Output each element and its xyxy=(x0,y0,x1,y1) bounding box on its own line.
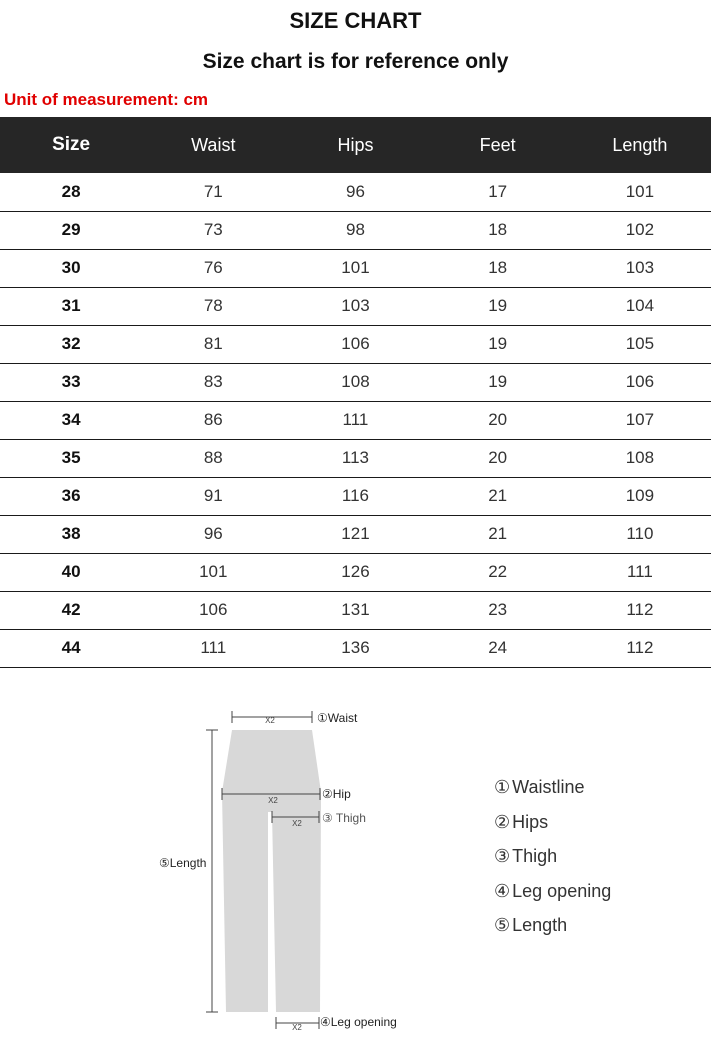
table-row xyxy=(0,591,711,629)
table-cell-hips: 101 xyxy=(284,249,426,287)
waist-diagram-label: ①Waist xyxy=(317,711,358,725)
table-cell-size: 35 xyxy=(0,439,142,477)
table-cell-waist: 91 xyxy=(142,477,284,515)
table-cell-length: 112 xyxy=(569,629,711,667)
table-cell-feet: 23 xyxy=(427,591,569,629)
hip-diagram-label: ②Hip xyxy=(322,787,351,801)
legend-label: Length xyxy=(512,915,568,935)
leg-opening-diagram-label: ④Leg opening xyxy=(320,1015,397,1029)
legend-number: ① xyxy=(494,777,511,797)
column-header-feet: Feet xyxy=(427,117,569,173)
table-cell-size: 34 xyxy=(0,401,142,439)
legend-number: ② xyxy=(494,811,511,832)
table-cell-size: 29 xyxy=(0,211,142,249)
table-row xyxy=(0,325,711,363)
legend-label: Hips xyxy=(512,811,549,832)
table-cell-size: 40 xyxy=(0,553,142,591)
unit-note: Unit of measurement: cm xyxy=(4,90,209,109)
table-cell-feet: 17 xyxy=(427,173,569,211)
hip-x2-label: X2 xyxy=(268,796,278,805)
table-cell-waist: 96 xyxy=(142,515,284,553)
table-cell-size: 30 xyxy=(0,249,142,287)
pants-silhouette xyxy=(222,730,321,1012)
table-row xyxy=(0,249,711,287)
legend-number: ③ xyxy=(494,846,511,866)
length-measure-line xyxy=(206,730,218,1012)
table-cell-hips: 96 xyxy=(284,173,426,211)
table-row xyxy=(0,211,711,249)
table-cell-feet: 22 xyxy=(427,553,569,591)
table-cell-length: 107 xyxy=(569,401,711,439)
table-cell-feet: 20 xyxy=(427,401,569,439)
table-cell-size: 44 xyxy=(0,629,142,667)
page-title: SIZE CHART xyxy=(289,8,422,33)
table-cell-feet: 19 xyxy=(427,363,569,401)
table-cell-length: 110 xyxy=(569,515,711,553)
table-row xyxy=(0,173,711,211)
thigh-diagram-label: ③ Thigh xyxy=(322,811,366,825)
table-row xyxy=(0,553,711,591)
table-cell-length: 102 xyxy=(569,211,711,249)
table-cell-waist: 76 xyxy=(142,249,284,287)
legend-item xyxy=(494,874,694,909)
table-cell-feet: 18 xyxy=(427,211,569,249)
table-cell-length: 109 xyxy=(569,477,711,515)
column-header-size: Size xyxy=(0,117,142,173)
table-cell-hips: 113 xyxy=(284,439,426,477)
table-cell-feet: 19 xyxy=(427,325,569,363)
column-header-hips: Hips xyxy=(284,117,426,173)
measurement-legend xyxy=(494,770,694,943)
column-header-waist: Waist xyxy=(142,117,284,173)
table-cell-waist: 106 xyxy=(142,591,284,629)
table-cell-hips: 106 xyxy=(284,325,426,363)
length-diagram-label: ⑤Length xyxy=(159,856,207,870)
table-cell-waist: 73 xyxy=(142,211,284,249)
table-cell-length: 103 xyxy=(569,249,711,287)
legend-number: ④ xyxy=(494,880,511,901)
table-row xyxy=(0,439,711,477)
table-cell-size: 31 xyxy=(0,287,142,325)
table-cell-size: 38 xyxy=(0,515,142,553)
legend-label: Thigh xyxy=(512,846,558,866)
table-row xyxy=(0,629,711,667)
table-cell-waist: 71 xyxy=(142,173,284,211)
table-cell-hips: 98 xyxy=(284,211,426,249)
table-cell-waist: 83 xyxy=(142,363,284,401)
table-cell-feet: 19 xyxy=(427,287,569,325)
table-cell-hips: 108 xyxy=(284,363,426,401)
table-row xyxy=(0,287,711,325)
table-row xyxy=(0,401,711,439)
table-row xyxy=(0,515,711,553)
thigh-x2-label: X2 xyxy=(292,819,302,828)
table-cell-hips: 126 xyxy=(284,553,426,591)
table-cell-hips: 116 xyxy=(284,477,426,515)
table-cell-length: 106 xyxy=(569,363,711,401)
table-cell-hips: 131 xyxy=(284,591,426,629)
table-cell-feet: 18 xyxy=(427,249,569,287)
page-subtitle: Size chart is for reference only xyxy=(202,50,509,73)
table-cell-waist: 88 xyxy=(142,439,284,477)
legend-label: Leg opening xyxy=(512,880,612,901)
table-cell-waist: 111 xyxy=(142,629,284,667)
table-cell-hips: 136 xyxy=(284,629,426,667)
legend-item xyxy=(494,908,694,943)
table-cell-hips: 103 xyxy=(284,287,426,325)
table-cell-length: 101 xyxy=(569,173,711,211)
table-header-row xyxy=(0,117,711,173)
table-row xyxy=(0,477,711,515)
table-cell-hips: 111 xyxy=(284,401,426,439)
column-header-length: Length xyxy=(569,117,711,173)
table-cell-feet: 21 xyxy=(427,477,569,515)
legend-label: Waistline xyxy=(512,777,585,797)
table-cell-waist: 78 xyxy=(142,287,284,325)
legend-item xyxy=(494,805,694,840)
table-cell-size: 42 xyxy=(0,591,142,629)
table-cell-feet: 20 xyxy=(427,439,569,477)
table-cell-length: 104 xyxy=(569,287,711,325)
table-cell-waist: 81 xyxy=(142,325,284,363)
legend-number: ⑤ xyxy=(494,915,511,935)
table-row xyxy=(0,363,711,401)
table-cell-size: 28 xyxy=(0,173,142,211)
table-cell-length: 111 xyxy=(569,553,711,591)
table-cell-size: 33 xyxy=(0,363,142,401)
legend-item xyxy=(494,770,694,805)
table-cell-waist: 86 xyxy=(142,401,284,439)
table-cell-size: 36 xyxy=(0,477,142,515)
table-cell-length: 108 xyxy=(569,439,711,477)
table-cell-hips: 121 xyxy=(284,515,426,553)
table-cell-feet: 21 xyxy=(427,515,569,553)
waist-x2-label: X2 xyxy=(265,716,275,725)
legend-item xyxy=(494,839,694,874)
table-body xyxy=(0,173,711,667)
table-cell-size: 32 xyxy=(0,325,142,363)
table-cell-length: 112 xyxy=(569,591,711,629)
leg-opening-x2-label: X2 xyxy=(292,1023,302,1032)
size-table xyxy=(0,117,711,668)
table-cell-length: 105 xyxy=(569,325,711,363)
table-cell-waist: 101 xyxy=(142,553,284,591)
table-cell-feet: 24 xyxy=(427,629,569,667)
